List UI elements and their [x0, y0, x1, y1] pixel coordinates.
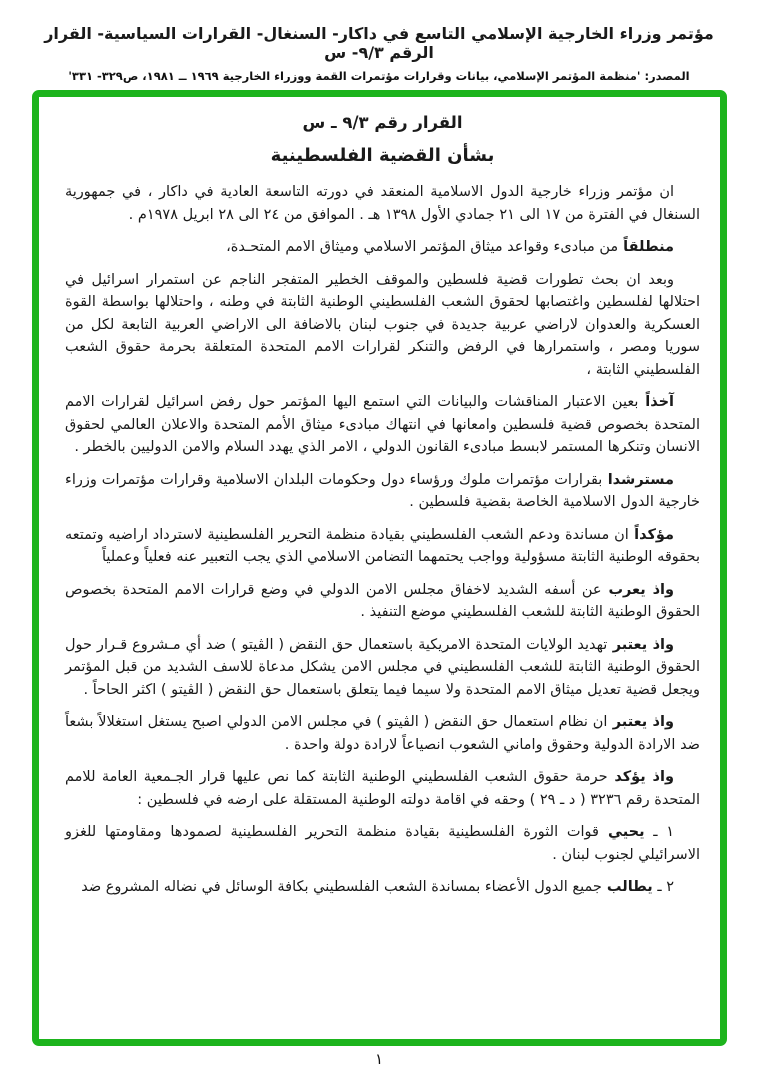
header-conference-line: مؤتمر وزراء الخارجية الإسلامي التاسع في داكار- السنغال- القرارات السياسية- القرار الرقم ٩/٣- س — [44, 24, 714, 62]
paragraph-text: تهديد الولايات المتحدة الامريكية باستعمال حق النقض ( الڤيتو ) ضد أي مـشروع قـرار حول الحقوق الوطنية الثابتة للشعب الفلسطيني في مجلس الامن يشكل مدعاة للاسف الشديد من قبل المؤتمر ويجعل قضية تعديل ميثاق الامم المتحدة ولا سيما فيما يتعلق باستعمال حق النقض ( الڤيتو ) اكثر الحاحاً . — [65, 636, 700, 698]
paragraph-lead: يحيي — [598, 824, 645, 840]
paragraph-text: عن أسفه الشديد لاخفاق مجلس الامن الدولي في وضع قرارات الامم المتحدة بخصوص الحقوق الوطنية الثابتة للشعب الفلسطيني موضع التنفيذ . — [65, 581, 700, 620]
paragraph-lead: منطلقاً — [618, 239, 674, 255]
paragraph — [65, 391, 700, 459]
page-number: ١ — [374, 1050, 384, 1068]
paragraph-text: ان نظام استعمال حق النقض ( الڤيتو ) في مجلس الامن الدولي اصبح يستغل استغلالاً بشعاً ضد الارادة الدولية وحقوق واماني الشعوب انصياعاً لارادة دولة واحدة . — [65, 714, 700, 753]
paragraph-text: قوات الثورة الفلسطينية بقيادة منظمة التحرير الفلسطينية لصمودها ومقاومتها للغزو الاسرائيلي لجنوب لبنان . — [65, 824, 700, 863]
paragraph — [65, 711, 700, 756]
paragraph-lead: واذ يعرب — [601, 581, 674, 598]
paragraph — [65, 634, 700, 702]
paragraph — [65, 469, 700, 514]
paragraphs — [65, 181, 700, 899]
paragraph-text: ان مؤتمر وزراء خارجية الدول الاسلامية المنعقد في دورته التاسعة العادية في داكار ، في جمهورية السنغال في الفترة من ١٧ الى ٢١ جمادي الأول ١٣٩٨ هـ . الموافق من ٢٤ الى ٢٨ ابريل ١٩٧٨م . — [65, 184, 700, 223]
paragraph — [65, 524, 700, 569]
paragraph-text: وبعد ان بحث تطورات قضية فلسطين والموقف الخطير المتفجر الناجم عن استمرار اسرائيل في احتلالها لفلسطين واغتصابها لحقوق الشعب الفلسطيني الوطنية الثابتة في وطنه ، واحتلالها بواسطة القوة العسكرية والعدوان لاراضي عربية جديدة في جنوب لبنان بالاضافة الى الاراضي العربية التابعة لكل من سوريا ومصر ، واستمرارها في الرفض والتنكر لقرارات الامم المتحدة المتعلقة بحرمة حقوق الشعب الفلسطيني الثابتة ، — [65, 271, 700, 378]
paragraph-text: بعين الاعتبار المناقشات والبيانات التي استمع اليها المؤتمر حول رفض اسرائيل لقرارات الامم المتحدة بخصوص قضية فلسطين وامعانها في انتهاك مبادىء ميثاق الأمم المتحدة والاعلان العالمي لحقوق الانسان وتنكرها المستمر لابسط مبادىء القانون الدولي ، الامر الذي يهدد السلام والامن الدوليين بالخطر . — [65, 394, 700, 455]
paragraph-text: ان مساندة ودعم الشعب الفلسطيني بقيادة منظمة التحرير الفلسطينية لاسترداد اراضيه وتمتعه بحقوقه الوطنية الثابتة مسؤولية وواجب يحتمهما التضامن الاسلامي الذي يجب التعبير عنه فعلياً وعملياً — [65, 526, 700, 565]
paragraph — [65, 236, 700, 259]
paragraph-lead: واذ يعتبر — [607, 636, 674, 653]
resolution-subject: بشأن القضية الفلسطينية — [270, 145, 495, 166]
document-header — [0, 0, 758, 83]
paragraph-text: من مبادىء وقواعد ميثاق المؤتمر الاسلامي وميثاق الامم المتحـدة، — [226, 239, 619, 255]
paragraph — [65, 269, 700, 382]
paragraph-lead: مسترشدا — [602, 471, 674, 488]
paragraph-lead: واذ يؤكد — [607, 769, 674, 785]
paragraph-text: بقرارات مؤتمرات ملوك ورؤساء دول وحكومات البلدان الاسلامية وقرارات مؤتمرات وزراء خارجية الدول الاسلامية الخاصة بقضية فلسطين . — [65, 471, 700, 510]
paragraph-text: جميع الدول الأعضاء بمساندة الشعب الفلسطيني بكافة الوسائل في نضاله المشروع ضد — [81, 879, 602, 895]
paragraph-text: حرمة حقوق الشعب الفلسطيني الوطنية الثابتة كما نص عليها قرار الجـمعية العامة للامم المتحدة رقم ٣٢٣٦ ( د ـ ٢٩ ) وحقه في اقامة دولته الوطنية المستقلة على ارضه في فلسطين : — [65, 769, 700, 808]
paragraph — [65, 579, 700, 624]
document-border — [32, 90, 727, 1046]
paragraph-number: ٢ ـ — [652, 879, 674, 895]
document-body — [39, 97, 720, 915]
paragraph — [65, 181, 700, 226]
paragraph-lead: مؤكداً — [628, 526, 674, 543]
paragraph-lead: يطالب — [601, 879, 653, 895]
paragraph — [65, 766, 700, 811]
resolution-title: القرار رقم ٩/٣ ـ س — [302, 113, 463, 132]
header-source-line: المصدر: 'منظمة المؤتمر الإسلامي، بيانات وقرارات مؤتمرات القمة ووزراء الخارجية ١٩٦٩ ــ ١٩٨١، ص٣٢٩- ٣٣١' — [68, 69, 690, 83]
paragraph — [65, 821, 700, 866]
paragraph-lead: آخذاً — [638, 394, 674, 410]
paragraph-number: ١ ـ — [644, 824, 674, 840]
paragraph — [65, 876, 700, 899]
paragraph-lead: واذ يعتبر — [607, 714, 674, 730]
